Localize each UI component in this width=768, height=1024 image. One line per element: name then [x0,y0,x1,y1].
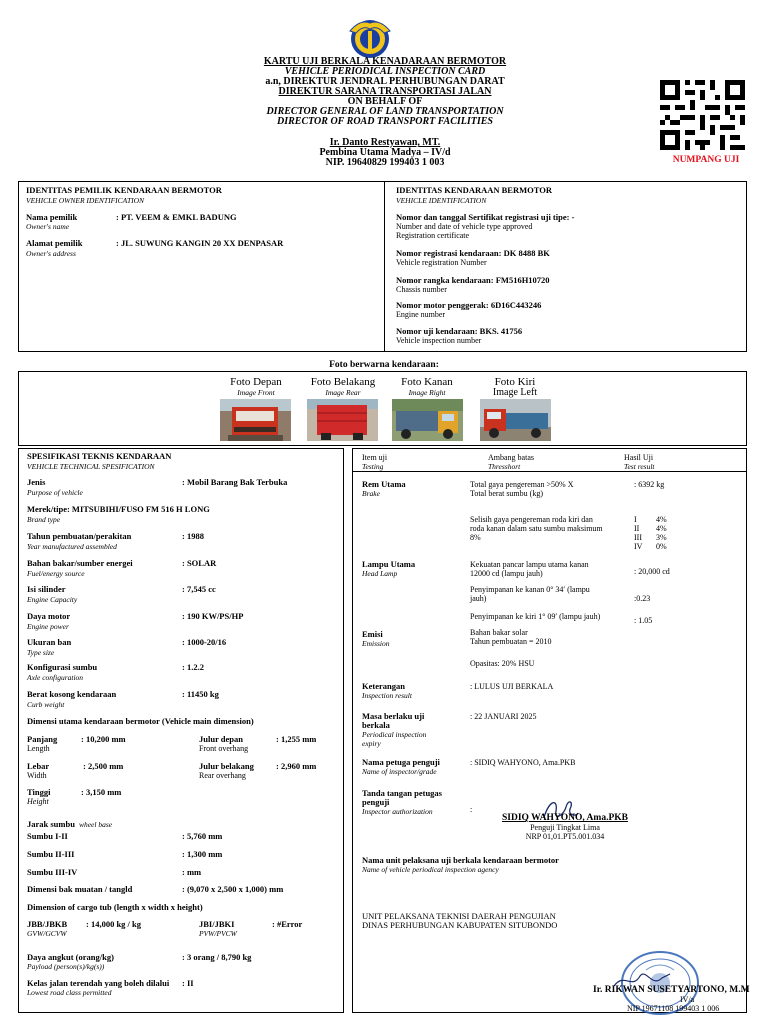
rear-overhang-label: Julur belakang [199,761,254,771]
brake-threshold-1: Total gaya pengereman >50% X [470,480,574,489]
spec-row-value: : 1.2.2 [182,662,204,672]
photo-front-label-en: Image Front [237,388,275,397]
axle-iii-label: III [634,533,642,542]
on-behalf-director: a.n, DIREKTUR JENDRAL PERHUBUNGAN DARAT [265,76,505,87]
expiry-label-1: Masa berlaku uji [362,711,425,721]
axle-3-4-value: : mm [182,867,202,877]
registration-number: Nomor registrasi kendaraan: DK 8488 BK [396,248,550,258]
remarks-value: : LULUS UJI BERKALA [470,682,554,691]
right-deviation-1: Penyimpanan ke kanan 0° 34′ (lampu [470,585,590,594]
rear-overhang-value: : 2,960 mm [276,761,317,771]
spec-row-label-en: Fuel/energy source [27,569,85,578]
payload-value: : 3 orang / 8,790 kg [182,952,252,962]
owner-address-label-en: Owner's address [26,249,76,258]
owner-name-label: Nama pemilik [26,212,78,222]
card-title: KARTU UJI BERKALA KENADARAAN BERMOTOR [263,56,507,67]
photo-left-image [480,399,551,441]
gvw-label: JBB/JBKB [27,919,68,929]
vehicle-section-title-en: VEHICLE IDENTIFICATION [396,196,487,205]
col-threshold-header: Ambang batas [488,453,534,462]
height-value: : 3,150 mm [81,787,122,797]
length-value: : 10,200 mm [81,734,126,744]
vehicle-section-title: IDENTITAS KENDARAAN BERMOTOR [396,185,553,195]
inspector-signature-label-1: Tanda tangan petugas [362,788,442,798]
emission-threshold-2: Tahun pembuatan = 2010 [470,637,552,646]
dimension-title: Dimensi utama kendaraan bermotor (Vehicle main dimension) [27,716,254,726]
spec-row-label-en: Purpose of vehicle [27,488,83,497]
gvw-label-en: GVW/GCVW [27,929,67,938]
spec-row-label: Tahun pembuatan/perakitan [27,531,132,541]
photo-left-label-en: Image Left [492,387,538,398]
gvw-value: : 14,000 kg / kg [86,919,142,929]
wheelbase-heading [27,814,112,832]
agency-name-1: UNIT PELAKSANA TEKNISI DAERAH PENGUJIAN [362,911,556,921]
owner-section-title: IDENTITAS PEMILIK KENDARAAN BERMOTOR [26,185,222,195]
director-general: DIRECTOR GENERAL OF LAND TRANSPORTATION [266,106,504,117]
spec-row-label: Isi silinder [27,584,66,594]
axle-1-2-label: Sumbu I-II [27,831,68,841]
agency-head-name: Ir. RIKWAN SUSETYARTONO, M.M [593,985,750,995]
front-overhang-label: Julur depan [199,734,244,744]
rear-overhang-label-en: Rear overhang [199,771,246,780]
col-item-header-en: Testing [362,462,384,471]
agency-head-rank: IV/a [680,995,695,1004]
engine-number: Nomor motor penggerak: 6D16C443246 [396,300,542,310]
axle-i-value: 4% [656,515,667,524]
agency-head-nip: NIP 19671108 199403 1 006 [627,1004,720,1013]
left-deviation: Penyimpanan ke kiri 1° 09′ (lampu jauh) [470,612,601,621]
type-cert-en-2: Registration certificate [396,231,470,240]
owner-address-label: Alamat pemilik [26,238,83,248]
owner-identification-box [18,181,384,352]
brake-result: : 6392 kg [634,480,665,489]
header-divider [352,471,747,472]
photo-right-image [392,399,463,441]
spec-row-label: Berat kosong kendaraan [27,689,117,699]
owner-section-title-en: VEHICLE OWNER IDENTIFICATION [26,196,145,205]
width-value: : 2,500 mm [83,761,124,771]
inspection-number: Nomor uji kendaraan: BKS. 41756 [396,326,523,336]
spec-row-value: : 11450 kg [182,689,219,699]
axle-iii-value: 3% [656,533,667,542]
ministry-logo [344,17,396,61]
length-label-en: Length [27,744,50,753]
payload-label: Daya angkut (orang/kg) [27,952,114,962]
spec-row-label-en: Year manufactured assembled [27,542,117,551]
agency-label: Nama unit pelaksana uji berkala kendaraan bermotor [362,855,559,865]
brake-threshold-2: Total berat sumbu (kg) [470,489,543,498]
axle-1-2-value: : 5,760 mm [182,831,223,841]
col-result-header: Hasil Uji [624,453,654,462]
opacity-result: Opasitas: 20% HSU [470,659,535,668]
numpang-uji-label: NUMPANG UJI [672,155,740,165]
axle-2-3-value: : 1,300 mm [182,849,223,859]
spec-row-label-en: Engine Capacity [27,595,78,604]
headlamp-threshold-2: 12000 cd (lampu jauh) [470,569,543,578]
agency-name-2: DINAS PERHUBUNGAN KABUPATEN SITUBONDO [362,920,558,930]
spec-row-value: : 7,545 cc [182,584,216,594]
photo-right-label-en: Image Right [408,388,446,397]
headlamp-label-en: Head Lamp [362,569,398,578]
headlamp-label: Lampu Utama [362,559,416,569]
axle-iv-value: 0% [656,542,667,551]
col-item-header: Item uji [362,453,388,462]
signer-name: Ir. Danto Restyawan, MT. [329,137,441,148]
cargo-dimension-label: Dimensi bak muatan / tangld [27,884,133,894]
photo-front-image [220,399,291,441]
inspector-signature-colon: : [470,805,473,814]
chassis-number: Nomor rangka kendaraan: FM516H10720 [396,275,550,285]
col-threshold-header-en: Thresshort [488,462,521,471]
road-class-value: : II [182,978,194,988]
cargo-dimension-en: Dimension of cargo tub (length x width x height) [27,902,203,912]
axle-iv-label: IV [634,542,643,551]
spec-title-en: VEHICLE TECHNICAL SPESIFICATION [27,462,155,471]
col-result-header-en: Test result [624,462,655,471]
agency-label-en: Name of vehicle periodical inspection agency [362,865,499,874]
axle-3-4-label: Sumbu III-IV [27,867,78,877]
spec-row-label: Merek/tipe: MITSUBIHI/FUSO FM 516 H LONG [27,504,210,514]
right-deviation-result: :0.23 [634,594,651,603]
spec-row-label-en: Axle configuration [27,673,84,682]
axle-ii-label: II [634,524,640,533]
headlamp-threshold-1: Kekuatan pancar lampu utama kanan [470,560,589,569]
owner-name-label-en: Owner's name [26,222,70,231]
inspector-signature-label-en: Inspector authorization [362,807,433,816]
photo-rear-label: Foto Belakang [310,376,376,388]
brake-diff-threshold-2: roda kanan dalam satu sumbu maksimum [470,524,603,533]
wheelbase-label: Jarak sumbu [27,819,75,829]
width-label-en: Width [27,771,47,780]
signer-rank: Pembina Utama Madya – IV/d [319,147,451,158]
spec-row-label-en: Curb weight [27,700,65,709]
inspector-name-value: : SIDIQ WAHYONO, Ama.PKB [470,758,576,767]
front-overhang-label-en: Front overhang [199,744,249,753]
emission-threshold-1: Bahan bakar solar [470,628,528,637]
expiry-label-en-1: Periodical inspection [362,730,427,739]
inspector-signature-label-2: penguji [362,797,390,807]
length-label: Panjang [27,734,58,744]
type-cert-en-1: Number and date of vehicle type approved [396,222,533,231]
spec-row-value: : 1988 [182,531,204,541]
spec-row-label: Daya motor [27,611,71,621]
inspector-signed-rank: Penguji Tingkat Lima [530,823,600,832]
spec-row-label-en: Engine power [27,622,69,631]
director-title: DIREKTUR SARANA TRANSPORTASI JALAN [278,86,492,97]
owner-address-value: : JL. SUWUNG KANGIN 20 XX DENPASAR [116,238,284,248]
expiry-label-en-2: expiry [362,739,381,748]
director-road-transport: DIRECTOR OF ROAD TRANSPORT FACILITIES [277,116,493,127]
emission-label-en: Emission [362,639,390,648]
owner-name-value: : PT. VEEM & EMKL BADUNG [116,212,237,222]
spec-row-label-en: Type size [27,648,55,657]
spec-row-value: : 190 KW/PS/HP [182,611,244,621]
wheelbase-label-en: wheel base [78,820,113,829]
payload-label-en: Payload (person(s)/kg(s)) [27,962,105,971]
photo-caption: Foto berwarna kendaraan: [329,360,439,370]
type-cert-label: Nomor dan tanggal Sertifikat registrasi uji tipe: - [396,212,575,222]
right-deviation-2: jauh) [470,594,487,603]
axle-i-label: I [634,515,637,524]
pvw-label: JBI/JBKI [199,919,235,929]
inspection-number-en: Vehicle inspection number [396,336,482,345]
spec-row-value: : Mobil Barang Bak Terbuka [182,477,288,487]
signer-nip: NIP. 19640829 199403 1 003 [325,157,445,168]
axle-ii-value: 4% [656,524,667,533]
card-title-en: VEHICLE PERIODICAL INSPECTION CARD [284,66,486,77]
qr-code [660,80,745,150]
axle-2-3-label: Sumbu II-III [27,849,75,859]
remarks-label: Keterangan [362,681,405,691]
spec-row-label: Jenis [27,477,46,487]
height-label: Tinggi [27,787,51,797]
front-overhang-value: : 1,255 mm [276,734,317,744]
inspector-signed-nrp: NRP 01,01.PT5.001.034 [525,832,605,841]
spec-row-value: : 1000-20/16 [182,637,227,647]
brake-label-en: Brake [362,489,380,498]
inspector-name-label: Nama petuga penguji [362,757,440,767]
pvw-label-en: PVW/PVCW [199,929,237,938]
spec-row-label-en: Brand type [27,515,61,524]
engine-number-en: Engine number [396,310,446,319]
height-label-en: Height [27,797,49,806]
photo-right-label: Foto Kanan [401,376,453,388]
headlamp-result: : 20,000 cd [634,567,670,576]
photo-rear-label-en: Image Rear [325,388,361,397]
spec-row-value: : SOLAR [182,558,217,568]
spec-row-label: Bahan bakar/sumber energei [27,558,133,568]
photo-front-label: Foto Depan [230,376,282,388]
emission-label: Emisi [362,629,383,639]
expiry-value: : 22 JANUARI 2025 [470,712,537,721]
inspector-name-label-en: Name of inspector/grade [362,767,437,776]
cargo-dimension-value: : (9,070 x 2,500 x 1,000) mm [182,884,284,894]
spec-row-label: Konfigurasi sumbu [27,662,98,672]
spec-row-label: Ukuran ban [27,637,72,647]
remarks-label-en: Inspection result [362,691,412,700]
on-behalf-of: ON BEHALF OF [347,96,423,107]
brake-label: Rem Utama [362,479,406,489]
spec-title: SPESIFIKASI TEKNIS KENDARAAN [27,451,172,461]
photo-left-label: Foto Kiri [494,376,536,388]
expiry-label-2: berkala [362,720,390,730]
photo-rear-image [307,399,378,441]
inspector-signed-name: SIDIQ WAHYONO, Ama.PKB [502,813,628,823]
registration-number-en: Vehicle registration Number [396,258,487,267]
chassis-number-en: Chassis number [396,285,447,294]
brake-diff-threshold-1: Selisih gaya pengereman roda kiri dan [470,515,593,524]
brake-diff-threshold-3: 8% [470,533,481,542]
pvw-value: : #Error [272,919,303,929]
road-class-label-en: Lowest road class permitted [27,988,112,997]
road-class-label: Kelas jalan terendah yang boleh dilalui [27,978,170,988]
width-label: Lebar [27,761,50,771]
left-deviation-result: : 1.05 [634,616,653,625]
